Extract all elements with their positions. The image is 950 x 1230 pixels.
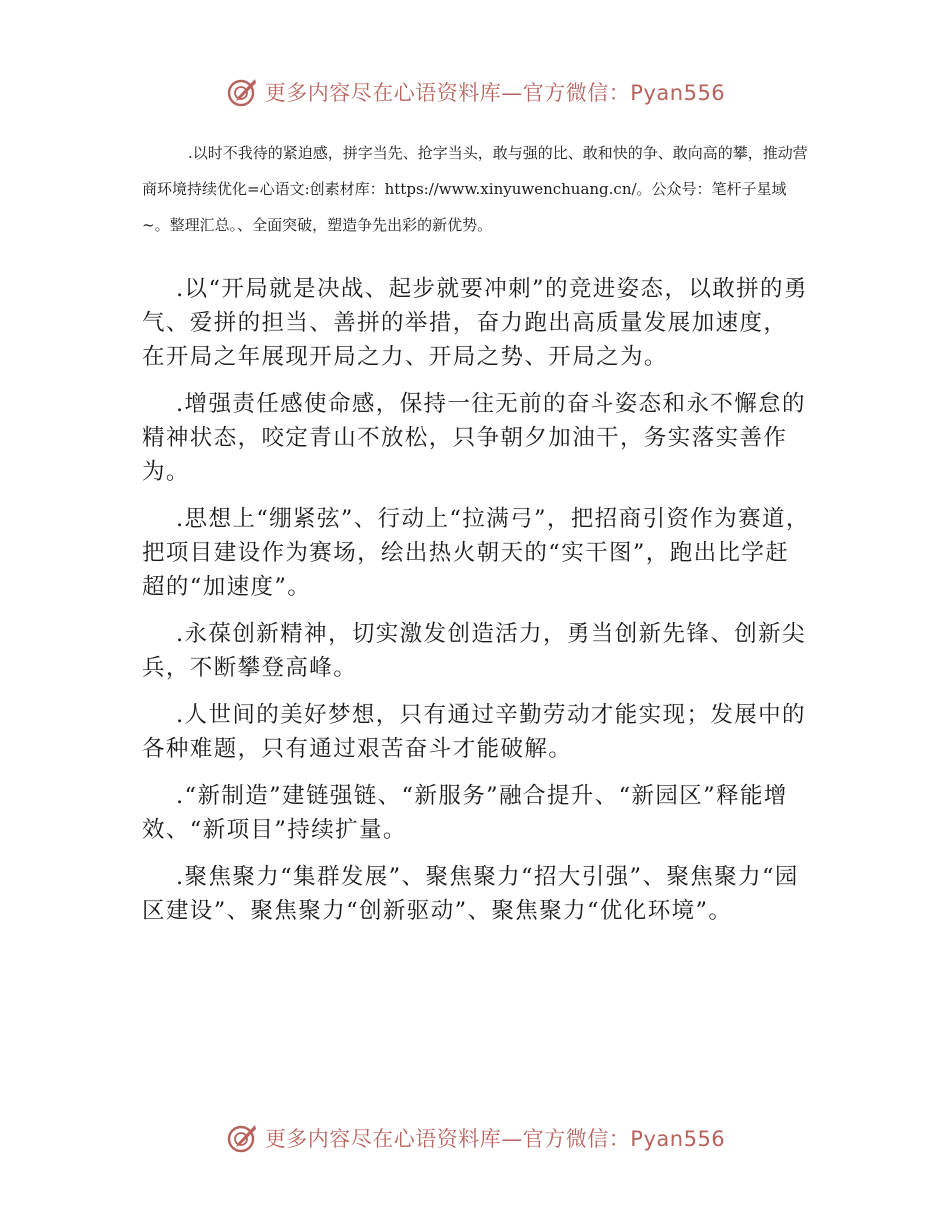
document-body <box>142 272 810 941</box>
header-banner <box>0 72 950 112</box>
header-banner-text: 更多内容尽在心语资料库—官方微信：Pyan556 <box>264 81 726 105</box>
footer-banner <box>0 1118 950 1158</box>
paragraph: .永葆创新精神，切实激发创造活力，勇当创新先锋、创新尖兵，不断攀登高峰。 <box>142 621 806 681</box>
paragraph: .思想上“绷紧弦”、行动上“拉满弓”，把招商引资作为赛道，把项目建设作为赛场，绘出热火朝天的“实干图”，跑出比学赶超的“加速度”。 <box>142 506 810 600</box>
intro-paragraph: .以时不我待的紧迫感，拼字当先、抢字当头，敢与强的比、敢和快的争、敢向高的攀，推动营商环境持续优化=心语文:创素材库：https://www.xinyuwenchuang.cn/。公众号：笔杆子星域~。整理汇总。、全面突破，塑造争先出彩的新优势。 <box>142 144 808 234</box>
quill-logo-icon <box>225 75 259 109</box>
paragraph: .以“开局就是决战、起步就要冲刺”的竞进姿态，以敢拼的勇气、爱拼的担当、善拼的举措，奋力跑出高质量发展加速度，在开局之年展现开局之力、开局之势、开局之为。 <box>142 276 808 370</box>
paragraph: .“新制造”建链强链、“新服务”融合提升、“新园区”释能增效、“新项目”持续扩量。 <box>142 783 788 843</box>
paragraph: .聚焦聚力“集群发展”、聚焦聚力“招大引强”、聚焦聚力“园区建设”、聚焦聚力“创新驱动”、聚焦聚力“优化环境”。 <box>142 864 799 924</box>
footer-banner-text: 更多内容尽在心语资料库—官方微信：Pyan556 <box>264 1127 726 1151</box>
paragraph: .人世间的美好梦想，只有通过辛勤劳动才能实现；发展中的各种难题，只有通过艰苦奋斗才能破解。 <box>142 702 806 762</box>
paragraph: .增强责任感使命感，保持一往无前的奋斗姿态和永不懈怠的精神状态，咬定青山不放松，只争朝夕加油干，务实落实善作为。 <box>142 391 806 485</box>
quill-logo-icon <box>225 1121 259 1155</box>
